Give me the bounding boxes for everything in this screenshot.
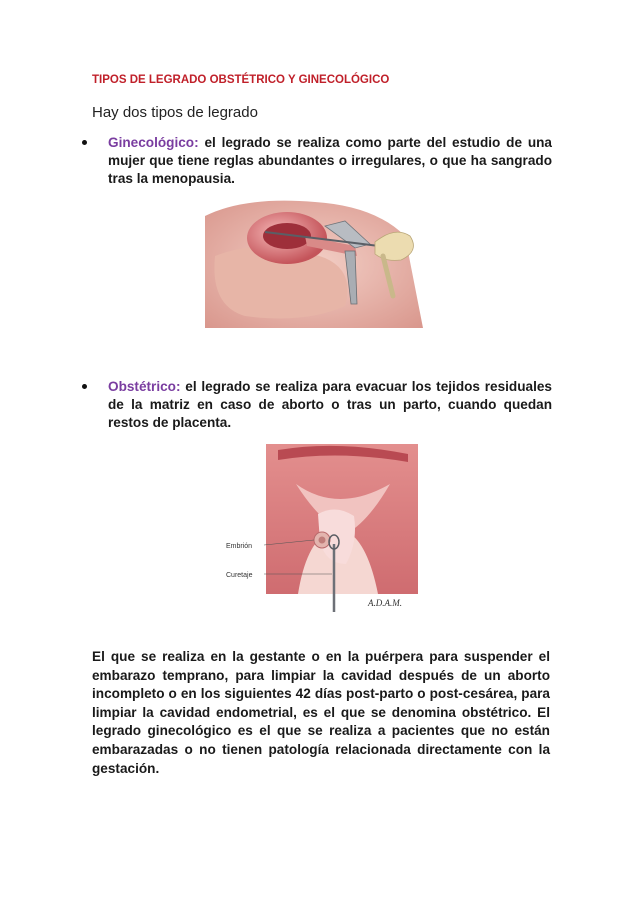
bullet-text [108,378,552,432]
obstetric-curettage-illustration [218,444,418,612]
bullet-obstetric [82,378,552,432]
bullet-description: el legrado se realiza como parte del estudio de una mujer que tiene reglas abundantes o irregulares, o que ha sangrado tras la menopausia. [108,135,552,186]
bullet-icon [82,140,87,145]
uterus-embryo-illustration [218,444,418,612]
bullet-icon [82,384,87,389]
curettage-label: Curetaje [226,572,253,579]
bullet-text [108,134,552,188]
bullet-description: el legrado se realiza para evacuar los tejidos residuales de la matriz en caso de aborto o tras un parto, cuando quedan restos de placenta. [108,379,552,430]
bullet-term: Ginecológico: [108,135,199,150]
section-heading: Hay dos tipos de legrado [92,104,258,121]
adam-logo: A.D.A.M. [368,598,402,608]
gynecological-curettage-illustration [205,196,423,328]
bullet-term: Obstétrico: [108,379,181,394]
document-title: TIPOS DE LEGRADO OBSTÉTRICO Y GINECOLÓGICO [92,74,390,86]
embryo-label: Embrión [226,543,253,550]
body-paragraph: El que se realiza en la gestante o en la puérpera para suspender el embarazo temprano, para limpiar la cavidad después de un aborto incompleto o en los siguientes 42 días post-parto o post-cesárea, para limpiar la cavidad endometrial, es el que se denomina obstétrico. El legrado ginecológico es el que se realiza a pacientes que no están embarazadas o no tienen patología relacionada directamente con la gestación. [92,649,550,776]
bullet-gynecological [82,134,552,188]
uterus-speculum-illustration [205,196,423,328]
